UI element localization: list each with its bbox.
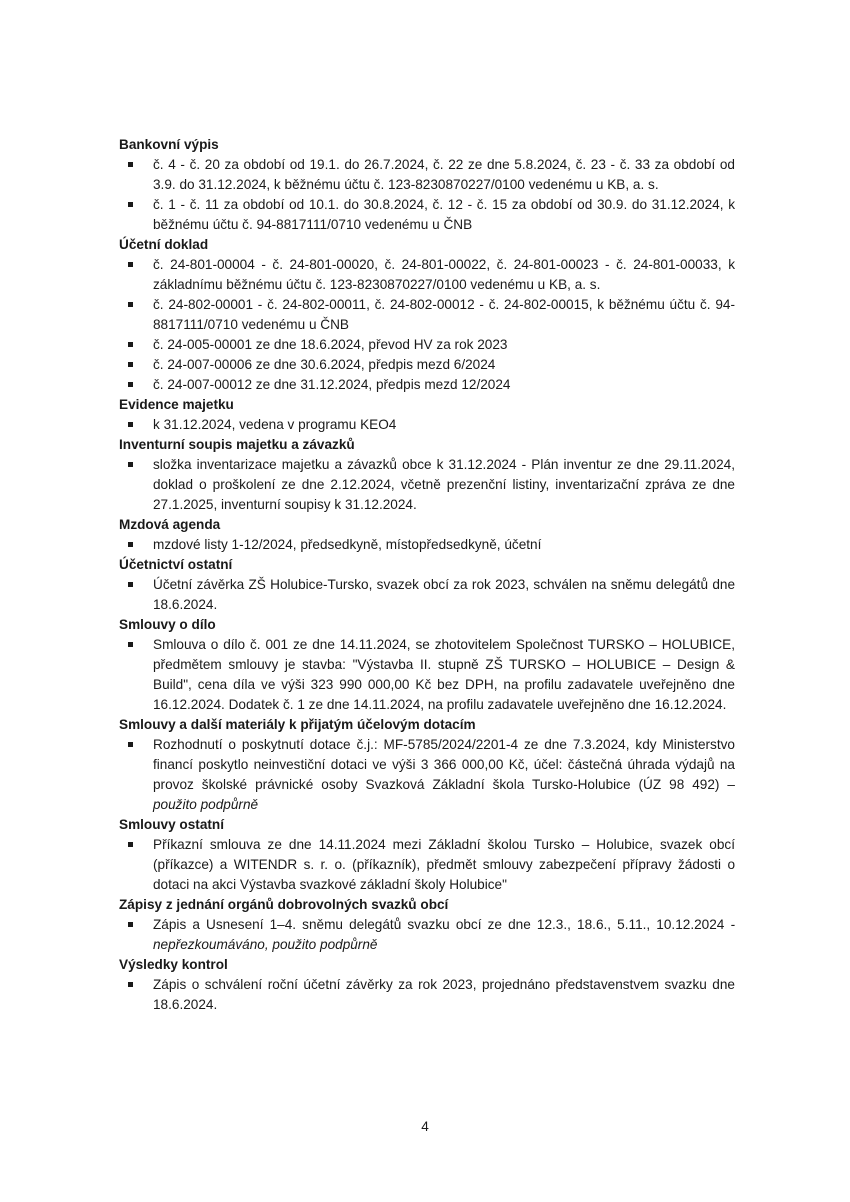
list-item-text: Zápis o schválení roční účetní závěrky za rok 2023, projednáno představenstvem svazku dne 18.6.2024. — [153, 977, 735, 1012]
bullet-icon — [128, 462, 133, 467]
list-item — [119, 335, 735, 355]
bullet-icon — [128, 362, 133, 367]
list-item-text: č. 24-801-00004 - č. 24-801-00020, č. 24-801-00022, č. 24-801-00023 - č. 24-801-00033, k základnímu běžnému účtu č. 123-8230870227/0100 vedenému u KB, a. s. — [153, 257, 735, 292]
section-list — [119, 575, 735, 615]
list-item-text: Účetní závěrka ZŠ Holubice-Tursko, svazek obcí za rok 2023, schválen na sněmu delegátů dne 18.6.2024. — [153, 577, 735, 612]
list-item-text: č. 4 - č. 20 za období od 19.1. do 26.7.2024, č. 22 ze dne 5.8.2024, č. 23 - č. 33 za období od 3.9. do 31.12.2024, k běžnému účtu č. 123-8230870227/0100 vedenému u KB, a. s. — [153, 157, 735, 192]
list-item-text: k 31.12.2024, vedena v programu KEO4 — [153, 417, 397, 432]
bullet-icon — [128, 582, 133, 587]
section-heading: Smlouvy ostatní — [119, 817, 224, 832]
bullet-icon — [128, 262, 133, 267]
list-item-text: Příkazní smlouva ze dne 14.11.2024 mezi Základní školou Tursko – Holubice, svazek obcí (příkazce) a WITENDR s. r. o. (příkazník), předmět smlouvy zabezpečení přípravy žádosti o dotaci na akci Výstavba svazkové základní školy Holubice" — [153, 837, 735, 892]
section-heading: Inventurní soupis majetku a závazků — [119, 437, 355, 452]
section-list — [119, 835, 735, 895]
list-item-text: mzdové listy 1-12/2024, předsedkyně, místopředsedkyně, účetní — [153, 537, 542, 552]
section-heading: Účetnictví ostatní — [119, 557, 233, 572]
list-item-text: č. 24-005-00001 ze dne 18.6.2024, převod HV za rok 2023 — [153, 337, 508, 352]
list-item — [119, 835, 735, 895]
list-item — [119, 455, 735, 515]
list-item — [119, 575, 735, 615]
list-item — [119, 375, 735, 395]
list-item — [119, 155, 735, 195]
bullet-icon — [128, 342, 133, 347]
section-list — [119, 735, 735, 815]
page-number: 4 — [421, 1119, 429, 1134]
section-list — [119, 155, 735, 235]
document-content — [119, 135, 735, 1015]
list-item — [119, 635, 735, 715]
section-heading: Účetní doklad — [119, 237, 209, 252]
section-heading: Smlouvy a další materiály k přijatým účelovým dotacím — [119, 717, 476, 732]
bullet-icon — [128, 842, 133, 847]
list-item — [119, 295, 735, 335]
bullet-icon — [128, 982, 133, 987]
section-list — [119, 455, 735, 515]
section-list — [119, 975, 735, 1015]
list-item-text: č. 1 - č. 11 za období od 10.1. do 30.8.2024, č. 12 - č. 15 za období od 30.9. do 31.12.2024, k běžnému účtu č. 94-8817111/0710 vedenému u ČNB — [153, 197, 735, 232]
section-list — [119, 255, 735, 395]
bullet-icon — [128, 422, 133, 427]
bullet-icon — [128, 542, 133, 547]
list-item — [119, 915, 735, 955]
list-item-text: č. 24-802-00001 - č. 24-802-00011, č. 24-802-00012 - č. 24-802-00015, k běžnému účtu č. 94-8817111/0710 vedenému u ČNB — [153, 297, 735, 332]
list-item-italic-note: - nepřezkoumáváno, použito podpůrně — [153, 917, 735, 952]
list-item — [119, 355, 735, 375]
section-list — [119, 635, 735, 715]
bullet-icon — [128, 202, 133, 207]
list-item-text: Zápis a Usnesení 1–4. sněmu delegátů svazku obcí ze dne 12.3., 18.6., 5.11., 10.12.2024 — [153, 917, 731, 932]
list-item — [119, 735, 735, 815]
section-heading: Mzdová agenda — [119, 517, 221, 532]
section-heading: Smlouvy o dílo — [119, 617, 216, 632]
section-heading: Výsledky kontrol — [119, 957, 228, 972]
bullet-icon — [128, 382, 133, 387]
list-item — [119, 975, 735, 1015]
list-item-italic-note: použito podpůrně — [153, 797, 259, 812]
list-item-text: složka inventarizace majetku a závazků obce k 31.12.2024 - Plán inventur ze dne 29.11.2024, doklad o proškolení ze dne 2.12.2024, včetně prezenční listiny, inventarizační zpráva ze dne 27.1.2025, inventurní soupisy k 31.12.2024. — [153, 457, 735, 512]
bullet-icon — [128, 642, 133, 647]
section-list — [119, 915, 735, 955]
list-item-text: Rozhodnutí o poskytnutí dotace č.j.: MF-5785/2024/2201-4 ze dne 7.3.2024, kdy Ministerstvo financí poskytlo neinvestiční dotaci ve výši 3 366 000,00 Kč, účel: částečná úhrada výdajů na provoz školské právnické osoby Svazková Základní škola Tursko-Holubice (ÚZ 98 492) – — [153, 737, 735, 792]
section-heading: Bankovní výpis — [119, 137, 219, 152]
list-item — [119, 195, 735, 235]
list-item — [119, 255, 735, 295]
section-heading: Evidence majetku — [119, 397, 234, 412]
list-item-text: Smlouva o dílo č. 001 ze dne 14.11.2024, se zhotovitelem Společnost TURSKO – HOLUBICE, předmětem smlouvy je stavba: "Výstavba II. stupně ZŠ TURSKO – HOLUBICE – Design & Build", cena díla ve výši 323 990 000,00 Kč bez DPH, na profilu zadavatele uveřejněno dne 16.12.2024. Dodatek č. 1 ze dne 14.11.2024, na profilu zadavatele uveřejněno dne 16.12.2024. — [153, 637, 735, 712]
bullet-icon — [128, 302, 133, 307]
bullet-icon — [128, 162, 133, 167]
section-heading: Zápisy z jednání orgánů dobrovolných svazků obcí — [119, 897, 449, 912]
list-item-text: č. 24-007-00012 ze dne 31.12.2024, předpis mezd 12/2024 — [153, 377, 511, 392]
section-list — [119, 415, 735, 435]
bullet-icon — [128, 922, 133, 927]
list-item-text: č. 24-007-00006 ze dne 30.6.2024, předpis mezd 6/2024 — [153, 357, 496, 372]
bullet-icon — [128, 742, 133, 747]
list-item — [119, 535, 735, 555]
section-list — [119, 535, 735, 555]
list-item — [119, 415, 735, 435]
